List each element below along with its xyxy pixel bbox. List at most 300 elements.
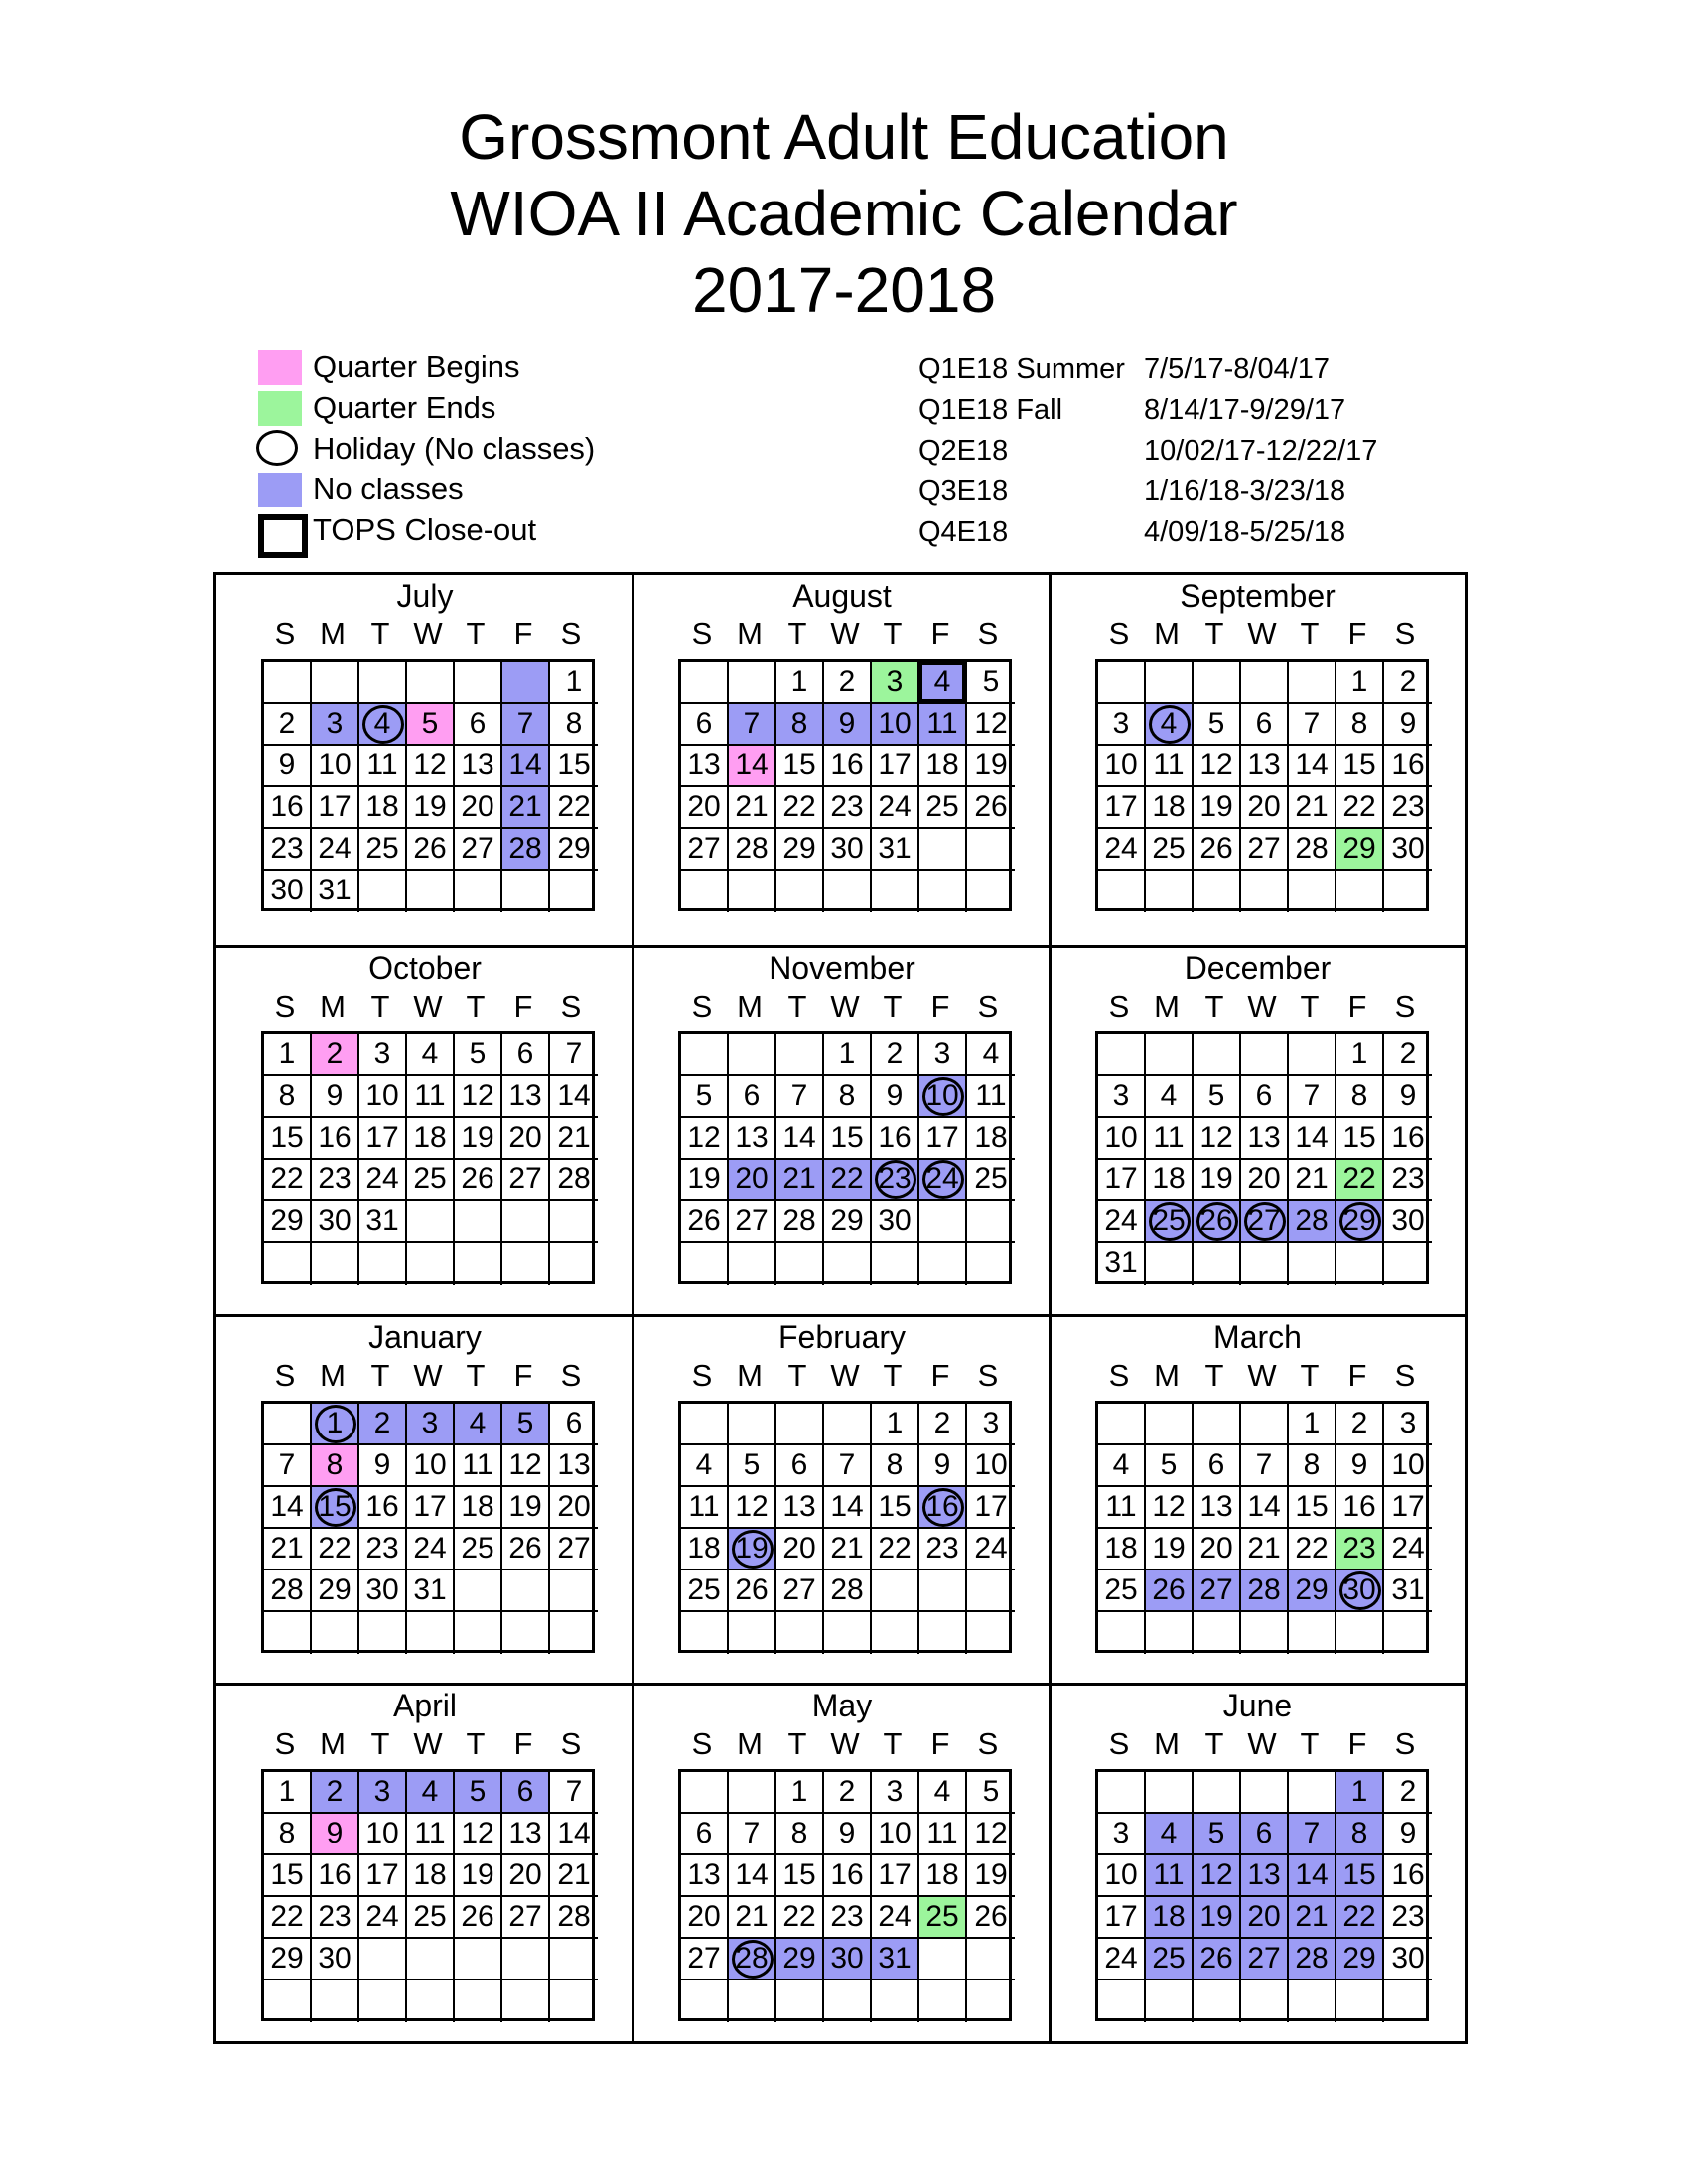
day-number: 7 — [516, 707, 534, 740]
day-number: 7 — [1303, 707, 1321, 740]
day-cell — [967, 1529, 1015, 1570]
day-cell — [1194, 1529, 1241, 1570]
empty-cell — [776, 1612, 824, 1654]
day-number: 23 — [1391, 790, 1425, 823]
day-number: 25 — [687, 1573, 721, 1606]
day-number: 4 — [1160, 1079, 1178, 1112]
day-cell — [359, 1034, 407, 1076]
day-number: 13 — [557, 1448, 591, 1481]
page-title — [0, 99, 1688, 329]
day-number: 9 — [933, 1448, 951, 1481]
title-line-1: Grossmont Adult Education — [459, 101, 1229, 173]
day-number: 30 — [1391, 1942, 1425, 1975]
day-cell — [1098, 1201, 1146, 1243]
day-number: 4 — [469, 1407, 487, 1439]
month-name: February — [777, 1319, 907, 1355]
day-cell — [872, 1897, 919, 1939]
month-name: April — [392, 1688, 457, 1723]
day-cell — [681, 1939, 729, 1980]
empty-cell — [264, 1243, 312, 1285]
day-number: 15 — [270, 1121, 304, 1154]
empty-cell — [407, 1201, 455, 1243]
day-cell — [776, 1855, 824, 1897]
day-cell — [824, 1529, 872, 1570]
month-april — [216, 1685, 633, 2041]
empty-cell — [1241, 1034, 1289, 1076]
day-cell — [729, 746, 776, 787]
day-number: 14 — [782, 1121, 816, 1154]
day-number: 27 — [557, 1532, 591, 1565]
month-march — [1051, 1316, 1465, 1685]
day-number: 15 — [782, 749, 816, 781]
day-cell — [1384, 662, 1432, 704]
day-cell — [1336, 787, 1384, 829]
day-number: 23 — [830, 1900, 864, 1933]
day-number: 24 — [413, 1532, 447, 1565]
day-number: 4 — [695, 1448, 713, 1481]
day-number: 4 — [933, 665, 951, 698]
weekday-label: T — [1300, 989, 1320, 1024]
weekday-label: S — [274, 1726, 296, 1761]
weekday-label: T — [1300, 1358, 1320, 1393]
day-number: 21 — [1295, 1900, 1329, 1933]
weekday-label: T — [466, 616, 486, 651]
day-cell — [1384, 1570, 1432, 1612]
month-may — [633, 1685, 1051, 2041]
day-cell — [1241, 1855, 1289, 1897]
day-cell — [502, 829, 550, 871]
day-cell — [681, 1487, 729, 1529]
empty-cell — [1146, 1404, 1194, 1445]
day-number: 1 — [1350, 665, 1368, 698]
day-cell — [776, 662, 824, 704]
day-number: 16 — [830, 749, 864, 781]
empty-cell — [1194, 1034, 1241, 1076]
day-cell — [1194, 1939, 1241, 1980]
weekday-header — [678, 1726, 1016, 1762]
empty-cell — [502, 1201, 550, 1243]
month-day-grid — [1095, 1401, 1429, 1653]
day-number: 26 — [461, 1162, 494, 1195]
weekday-label: T — [1204, 616, 1224, 651]
day-cell — [872, 1814, 919, 1855]
empty-cell — [872, 1243, 919, 1285]
day-cell — [264, 1034, 312, 1076]
day-number: 15 — [557, 749, 591, 781]
month-august — [633, 575, 1051, 947]
day-number: 5 — [1160, 1448, 1178, 1481]
day-number: 23 — [830, 790, 864, 823]
day-cell — [1098, 1118, 1146, 1160]
day-cell — [1098, 1445, 1146, 1487]
day-number: 12 — [508, 1448, 542, 1481]
day-cell — [1289, 1445, 1336, 1487]
empty-cell — [824, 1980, 872, 2022]
day-number: 16 — [1342, 1490, 1376, 1523]
day-cell — [312, 1201, 359, 1243]
day-cell — [359, 1076, 407, 1118]
day-cell — [1336, 1160, 1384, 1201]
empty-cell — [1241, 1243, 1289, 1285]
weekday-label: F — [1347, 1358, 1367, 1393]
day-number: 17 — [365, 1858, 399, 1891]
legend-label: TOPS Close-out — [313, 512, 537, 547]
day-cell — [824, 1897, 872, 1939]
day-number: 28 — [1295, 1942, 1329, 1975]
weekday-label: T — [370, 1358, 390, 1393]
empty-cell — [359, 1612, 407, 1654]
day-cell — [776, 1487, 824, 1529]
weekday-header — [678, 1358, 1016, 1394]
weekday-label: M — [1154, 989, 1180, 1024]
day-cell — [1336, 1529, 1384, 1570]
empty-cell — [1194, 871, 1241, 912]
weekday-label: M — [737, 1358, 763, 1393]
day-cell — [1336, 1570, 1384, 1612]
empty-cell — [776, 1980, 824, 2022]
day-cell — [1336, 746, 1384, 787]
day-cell — [1289, 787, 1336, 829]
day-number: 19 — [508, 1490, 542, 1523]
month-november — [633, 947, 1051, 1316]
day-number: 3 — [1399, 1407, 1417, 1439]
empty-cell — [1336, 1612, 1384, 1654]
day-number: 26 — [1199, 1204, 1233, 1237]
day-cell — [455, 1076, 502, 1118]
weekday-label: W — [413, 1726, 443, 1761]
weekday-label: M — [1154, 1726, 1180, 1761]
empty-cell — [502, 662, 550, 704]
day-cell — [359, 787, 407, 829]
weekday-label: W — [413, 989, 443, 1024]
empty-cell — [1098, 1772, 1146, 1814]
day-number: 1 — [838, 1037, 856, 1070]
day-cell — [502, 704, 550, 746]
day-cell — [550, 829, 598, 871]
day-number: 4 — [421, 1775, 439, 1808]
day-cell — [1146, 1076, 1194, 1118]
day-cell — [502, 1034, 550, 1076]
day-cell — [1241, 829, 1289, 871]
day-cell — [1384, 1076, 1432, 1118]
weekday-header — [261, 1358, 599, 1394]
day-cell — [824, 1160, 872, 1201]
day-number: 18 — [365, 790, 399, 823]
day-number: 1 — [278, 1037, 296, 1070]
empty-cell — [1289, 1243, 1336, 1285]
empty-cell — [1098, 871, 1146, 912]
day-cell — [1384, 1487, 1432, 1529]
empty-cell — [502, 871, 550, 912]
day-cell — [729, 1814, 776, 1855]
day-cell — [681, 1076, 729, 1118]
legend-item-quarter-ends — [256, 388, 812, 429]
day-cell — [1289, 1529, 1336, 1570]
day-cell — [1194, 746, 1241, 787]
empty-cell — [1194, 1243, 1241, 1285]
day-number: 6 — [469, 707, 487, 740]
empty-cell — [550, 1612, 598, 1654]
day-number: 3 — [933, 1037, 951, 1070]
day-cell — [1098, 1570, 1146, 1612]
day-number: 21 — [782, 1162, 816, 1195]
empty-cell — [1289, 1772, 1336, 1814]
day-number: 17 — [1391, 1490, 1425, 1523]
weekday-label: T — [787, 1726, 807, 1761]
weekday-label: S — [977, 989, 999, 1024]
day-cell — [776, 1201, 824, 1243]
day-cell — [681, 1897, 729, 1939]
empty-cell — [359, 1980, 407, 2022]
day-cell — [1146, 787, 1194, 829]
month-february — [633, 1316, 1051, 1685]
day-number: 10 — [413, 1448, 447, 1481]
day-cell — [681, 1160, 729, 1201]
day-cell — [550, 1897, 598, 1939]
day-number: 21 — [1295, 790, 1329, 823]
day-number: 5 — [1207, 707, 1225, 740]
day-cell — [681, 1445, 729, 1487]
day-cell — [967, 1076, 1015, 1118]
empty-cell — [1336, 1980, 1384, 2022]
empty-cell — [1241, 1980, 1289, 2022]
day-cell — [824, 1076, 872, 1118]
day-number: 6 — [1255, 1079, 1273, 1112]
empty-cell — [1194, 1404, 1241, 1445]
empty-cell — [455, 1570, 502, 1612]
day-cell — [264, 1814, 312, 1855]
day-number: 26 — [1199, 832, 1233, 865]
day-cell — [1194, 1855, 1241, 1897]
empty-cell — [1146, 1612, 1194, 1654]
empty-cell — [407, 1980, 455, 2022]
day-number: 1 — [565, 665, 583, 698]
day-cell — [359, 1445, 407, 1487]
day-cell — [872, 1939, 919, 1980]
day-cell — [502, 1897, 550, 1939]
day-number: 24 — [1104, 832, 1138, 865]
day-number: 14 — [1295, 1858, 1329, 1891]
day-number: 3 — [373, 1775, 391, 1808]
day-number: 11 — [366, 749, 398, 781]
day-cell — [872, 704, 919, 746]
weekday-label: S — [691, 1726, 713, 1761]
day-cell — [1098, 1076, 1146, 1118]
day-cell — [776, 1160, 824, 1201]
day-cell — [1336, 1118, 1384, 1160]
day-cell — [1146, 1897, 1194, 1939]
month-day-grid — [678, 659, 1012, 911]
day-cell — [824, 1855, 872, 1897]
day-number: 2 — [1399, 1037, 1417, 1070]
day-number: 25 — [1152, 1942, 1186, 1975]
day-cell — [359, 704, 407, 746]
day-number: 23 — [878, 1162, 912, 1195]
day-cell — [312, 1160, 359, 1201]
empty-cell — [550, 1201, 598, 1243]
empty-cell — [681, 1243, 729, 1285]
day-cell — [1336, 1404, 1384, 1445]
empty-cell — [776, 1404, 824, 1445]
weekday-label: W — [1247, 989, 1277, 1024]
day-cell — [455, 1160, 502, 1201]
day-number: 20 — [1247, 1162, 1281, 1195]
day-number: 8 — [1350, 1817, 1368, 1849]
empty-cell — [455, 1939, 502, 1980]
empty-cell — [1194, 1612, 1241, 1654]
day-cell — [681, 1201, 729, 1243]
day-cell — [919, 1487, 967, 1529]
day-number: 7 — [1303, 1817, 1321, 1849]
legend-item-holiday — [256, 429, 812, 470]
day-number: 29 — [1342, 1204, 1376, 1237]
day-number: 31 — [878, 832, 912, 865]
day-cell — [312, 1529, 359, 1570]
day-number: 11 — [1153, 1121, 1185, 1154]
day-number: 6 — [516, 1037, 534, 1070]
day-cell — [550, 1118, 598, 1160]
day-number: 17 — [878, 749, 912, 781]
day-number: 24 — [925, 1162, 959, 1195]
day-cell — [776, 1076, 824, 1118]
day-number: 5 — [695, 1079, 713, 1112]
day-number: 25 — [1152, 832, 1186, 865]
empty-cell — [729, 1034, 776, 1076]
day-cell — [919, 1445, 967, 1487]
day-number: 31 — [1391, 1573, 1425, 1606]
day-cell — [312, 1118, 359, 1160]
day-number: 3 — [326, 707, 344, 740]
day-number: 9 — [1399, 707, 1417, 740]
day-cell — [872, 1445, 919, 1487]
weekday-label: T — [1300, 1726, 1320, 1761]
day-number: 26 — [1199, 1942, 1233, 1975]
day-number: 9 — [838, 1817, 856, 1849]
day-number: 30 — [878, 1204, 912, 1237]
day-number: 8 — [1350, 707, 1368, 740]
day-cell — [1336, 1201, 1384, 1243]
day-number: 9 — [326, 1817, 344, 1849]
empty-cell — [1146, 871, 1194, 912]
empty-cell — [1289, 1034, 1336, 1076]
weekday-label: F — [1347, 989, 1367, 1024]
day-cell — [455, 787, 502, 829]
day-cell — [455, 1855, 502, 1897]
empty-cell — [681, 1772, 729, 1814]
empty-cell — [824, 1243, 872, 1285]
day-number: 22 — [782, 790, 816, 823]
day-number: 20 — [557, 1490, 591, 1523]
day-cell — [872, 829, 919, 871]
day-number: 7 — [743, 1817, 761, 1849]
month-name: October — [368, 950, 482, 986]
day-cell — [1384, 1939, 1432, 1980]
day-number: 22 — [1342, 1900, 1376, 1933]
day-cell — [1194, 1076, 1241, 1118]
empty-cell — [1098, 1034, 1146, 1076]
day-cell — [872, 1034, 919, 1076]
day-cell — [407, 1118, 455, 1160]
day-cell — [1241, 1076, 1289, 1118]
empty-cell — [1098, 662, 1146, 704]
empty-cell — [1146, 1243, 1194, 1285]
day-cell — [776, 704, 824, 746]
month-day-grid — [678, 1401, 1012, 1653]
day-number: 10 — [1391, 1448, 1425, 1481]
day-number: 6 — [1255, 707, 1273, 740]
weekday-label: T — [370, 616, 390, 651]
day-cell — [312, 787, 359, 829]
day-cell — [1194, 1897, 1241, 1939]
day-number: 2 — [1350, 1407, 1368, 1439]
day-cell — [1241, 1487, 1289, 1529]
day-number: 25 — [461, 1532, 494, 1565]
day-number: 12 — [974, 1817, 1008, 1849]
day-number: 17 — [974, 1490, 1008, 1523]
day-number: 15 — [318, 1490, 352, 1523]
day-cell — [1194, 1487, 1241, 1529]
day-number: 14 — [735, 749, 769, 781]
quarter-row — [918, 347, 1514, 388]
day-number: 4 — [421, 1037, 439, 1070]
empty-cell — [407, 1243, 455, 1285]
day-cell — [1241, 1814, 1289, 1855]
day-number: 1 — [1350, 1037, 1368, 1070]
day-number: 22 — [557, 790, 591, 823]
day-cell — [729, 829, 776, 871]
day-number: 29 — [270, 1942, 304, 1975]
empty-cell — [824, 871, 872, 912]
day-cell — [919, 1772, 967, 1814]
day-number: 5 — [1207, 1079, 1225, 1112]
day-cell — [502, 746, 550, 787]
day-number: 19 — [413, 790, 447, 823]
day-number: 10 — [1104, 1858, 1138, 1891]
day-cell — [1146, 1118, 1194, 1160]
day-cell — [264, 1855, 312, 1897]
day-number: 15 — [1342, 1121, 1376, 1154]
day-cell — [824, 1034, 872, 1076]
day-number: 12 — [1152, 1490, 1186, 1523]
day-number: 13 — [1199, 1490, 1233, 1523]
day-cell — [776, 746, 824, 787]
day-number: 11 — [1153, 1858, 1185, 1891]
day-cell — [312, 829, 359, 871]
quarter-row — [918, 388, 1514, 429]
empty-cell — [681, 662, 729, 704]
day-cell — [1098, 1487, 1146, 1529]
day-number: 24 — [1104, 1942, 1138, 1975]
empty-cell — [407, 1939, 455, 1980]
day-number: 22 — [270, 1900, 304, 1933]
empty-cell — [502, 1980, 550, 2022]
day-number: 19 — [735, 1532, 769, 1565]
weekday-label: S — [1108, 989, 1130, 1024]
empty-cell — [919, 1939, 967, 1980]
empty-cell — [1384, 871, 1432, 912]
day-number: 18 — [925, 1858, 959, 1891]
green-swatch-icon — [258, 391, 302, 426]
day-number: 25 — [365, 832, 399, 865]
empty-cell — [455, 662, 502, 704]
day-cell — [872, 662, 919, 704]
day-cell — [729, 1076, 776, 1118]
weekday-label: S — [1394, 1358, 1416, 1393]
weekday-label: T — [787, 616, 807, 651]
day-cell — [1241, 1445, 1289, 1487]
day-number: 14 — [1295, 749, 1329, 781]
day-number: 10 — [318, 749, 352, 781]
